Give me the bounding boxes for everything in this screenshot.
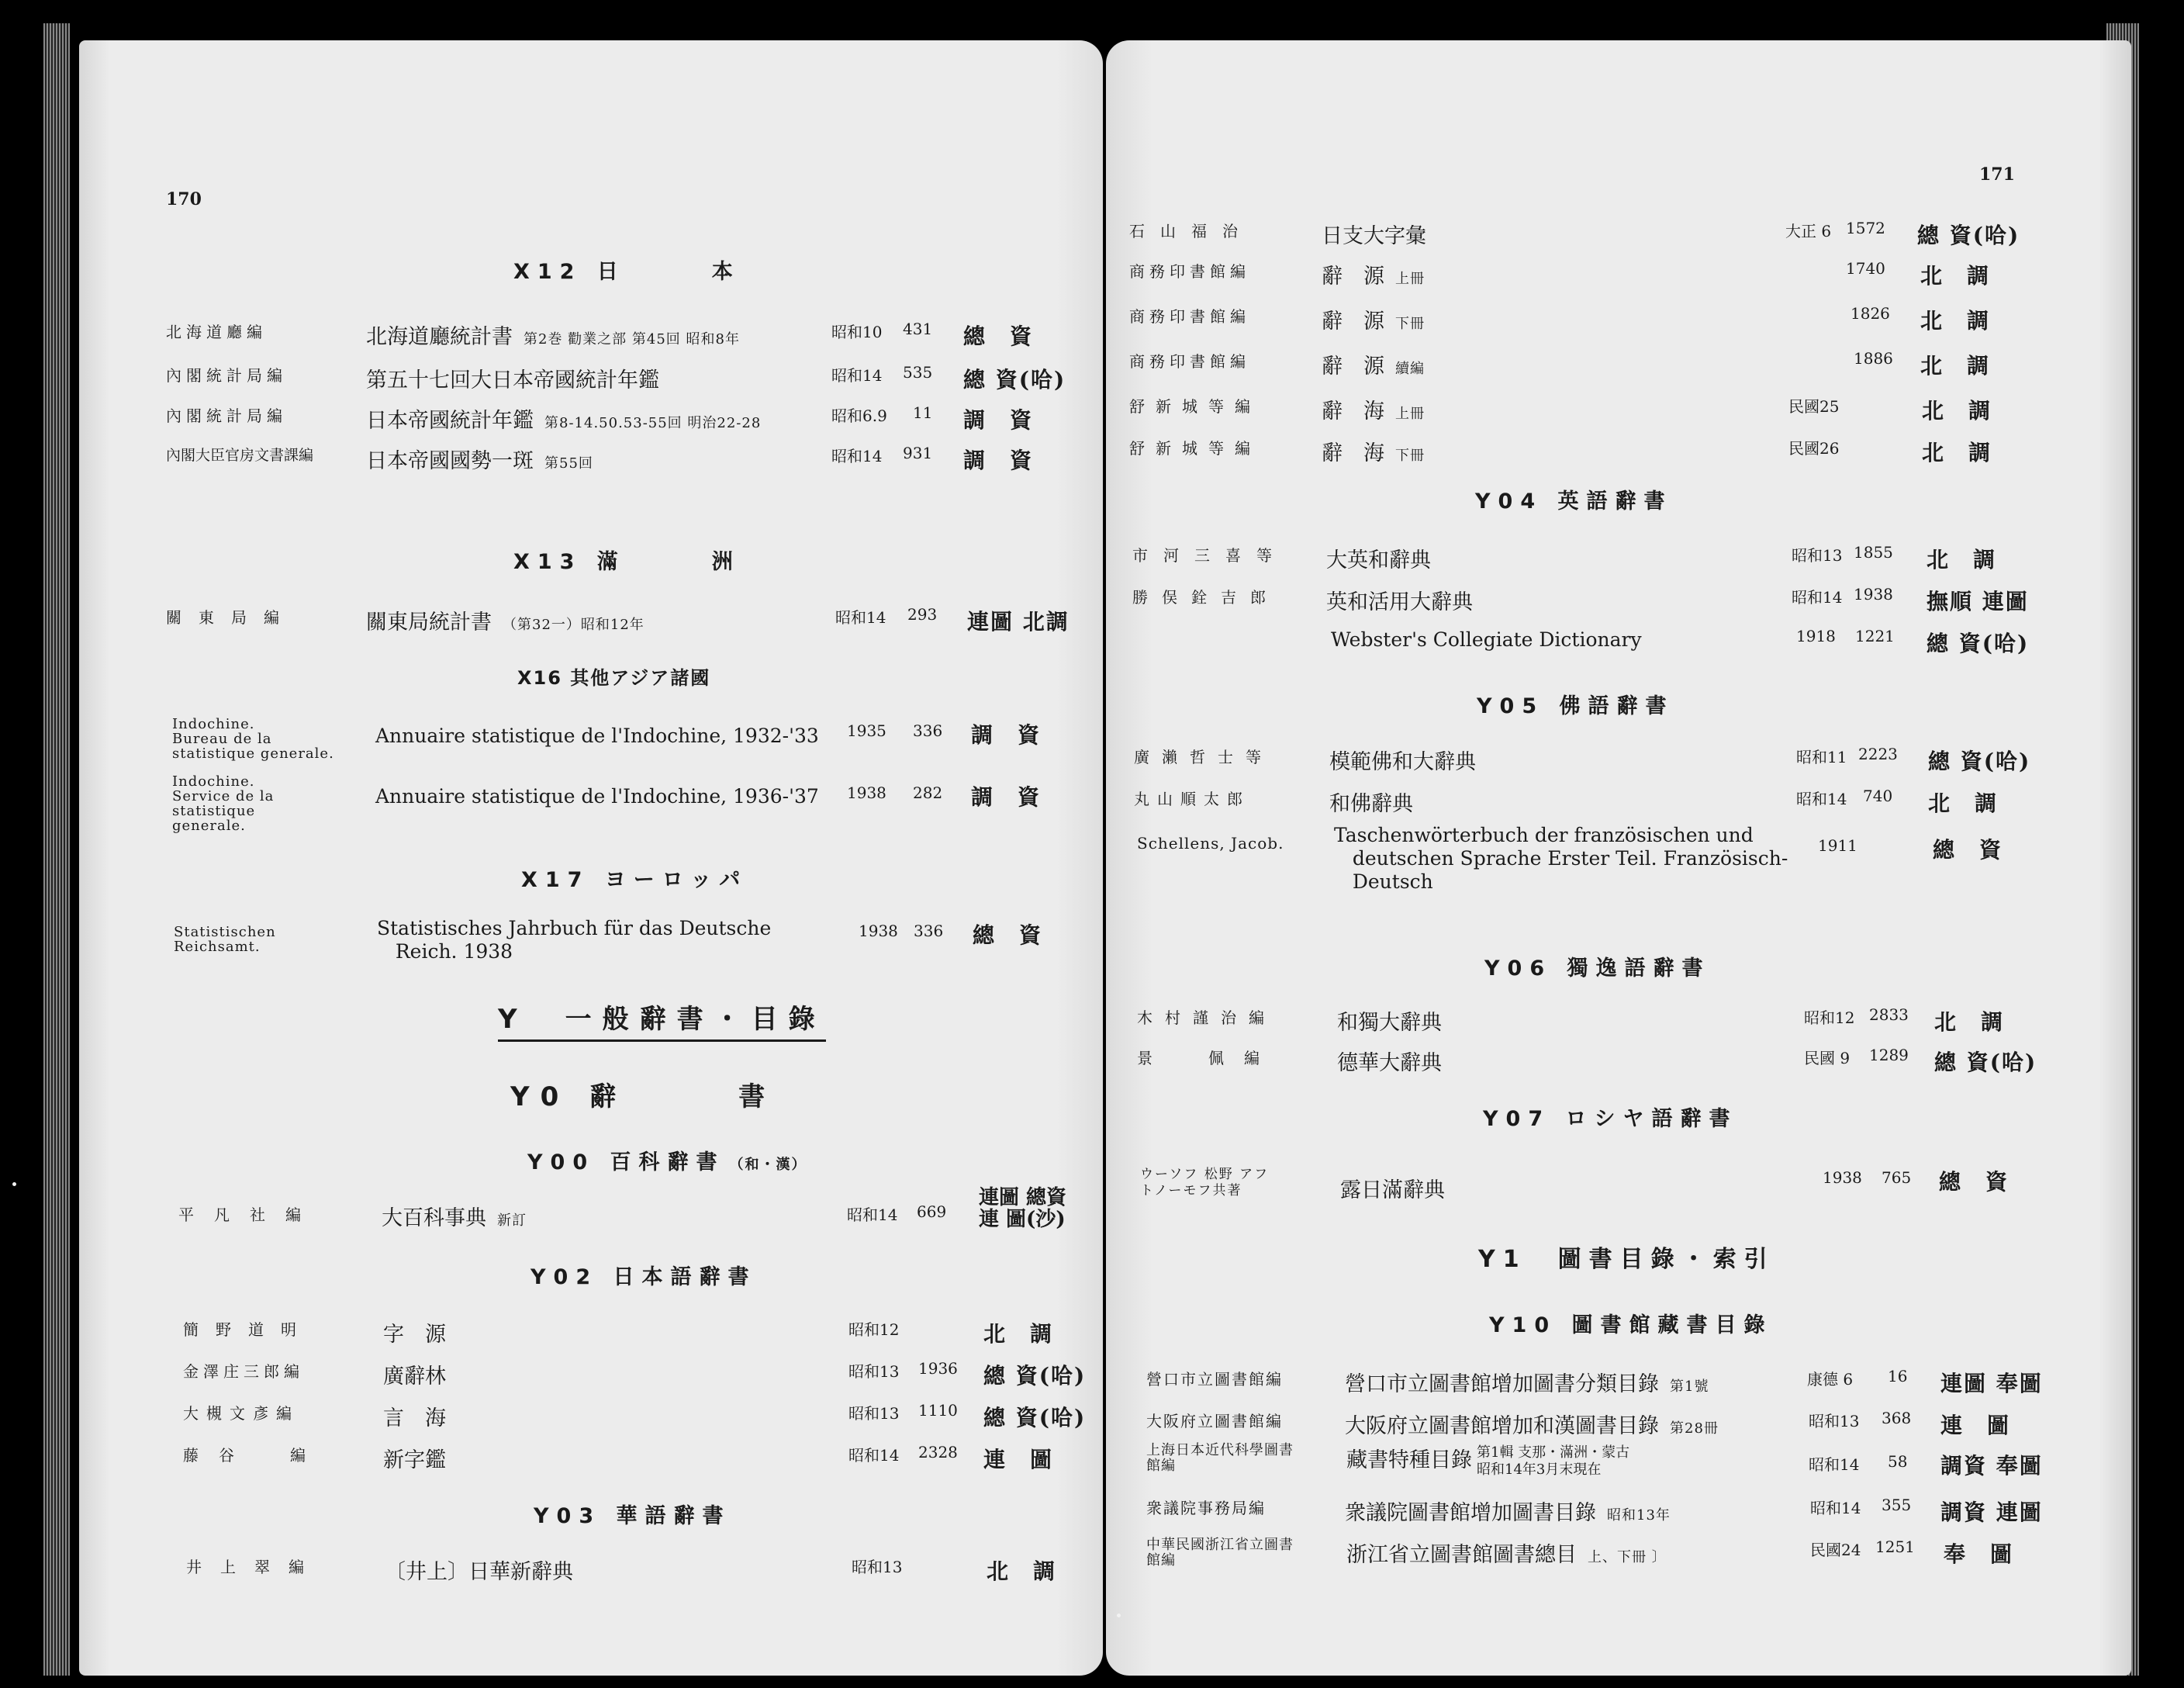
author: 藤谷 編 [183, 1446, 326, 1465]
year: 昭和14 [1809, 1455, 1860, 1474]
title: Statistisches Jahrbuch für das Deutsche Reich. 1938 [377, 917, 772, 963]
pages: 1826 [1851, 304, 1890, 323]
table-row [1106, 1367, 2131, 1398]
table-row [79, 444, 1103, 475]
author: 內閣統計局編 [166, 406, 287, 425]
table-row [1106, 1538, 2131, 1584]
right-page [1106, 40, 2131, 1676]
title: 日本帝國統計年鑑 第8-14.50.53-55回 明治22-28 [366, 409, 762, 433]
table-row [1106, 585, 2131, 616]
pages: 1936 [918, 1359, 958, 1378]
pages: 431 [903, 320, 933, 338]
page-number: 171 [1979, 164, 2015, 185]
table-row [79, 403, 1103, 434]
title-note: 第1輯 支那・滿洲・蒙古 昭和14年3月末現在 [1477, 1444, 1630, 1478]
table-row [1106, 627, 2131, 658]
table-row [79, 363, 1103, 394]
library-code: 北 調 [1934, 1009, 2005, 1035]
pages: 336 [914, 922, 944, 940]
table-row [79, 320, 1103, 351]
library-code: 調資 奉圖 [1940, 1453, 2043, 1479]
library-code: 總 資(哈) [983, 1405, 1087, 1430]
title: 大阪府立圖書館增加和漢圖書目錄 第28冊 [1345, 1414, 1719, 1438]
title: 第五十七回大日本帝國統計年鑑 [366, 368, 659, 393]
library-code: 連 圖 [1940, 1413, 2011, 1438]
library-code: 總 資(哈) [1934, 1050, 2037, 1075]
library-code: 北 調 [983, 1321, 1054, 1347]
table-row [79, 1359, 1103, 1390]
author: 景 佩編 [1137, 1049, 1280, 1067]
library-code: 北 調 [1920, 308, 1991, 334]
section-heading: X17 ヨーロッパ [521, 868, 748, 892]
author: 中華民國浙江省立圖書 館編 [1146, 1537, 1294, 1569]
author: 內閣統計局編 [166, 366, 287, 385]
pages: 282 [913, 783, 943, 802]
author: 大槻文彥編 [183, 1404, 299, 1423]
title: 德華大辭典 [1337, 1051, 1442, 1075]
table-row [79, 717, 1103, 779]
section-heading: X16 其他アジア諸國 [517, 667, 711, 689]
library-code: 調 資 [971, 784, 1042, 810]
author: 商務印書館編 [1129, 352, 1250, 371]
section-heading: X13 滿 洲 [513, 550, 741, 574]
author: 井上翠編 [186, 1558, 323, 1576]
table-row [1106, 1005, 2131, 1036]
library-code: 總 資 [963, 323, 1034, 349]
author: 木村謹治編 [1137, 1008, 1277, 1027]
book-edge-left [43, 23, 70, 1676]
pages: 931 [903, 444, 933, 462]
year: 昭和13 [1809, 1412, 1860, 1430]
author: 商務印書館編 [1129, 307, 1250, 326]
author: 廣瀨哲士等 [1134, 748, 1273, 766]
pages: 1855 [1854, 543, 1893, 562]
section-heading: Y06 獨逸語辭書 [1484, 956, 1711, 981]
table-row [79, 917, 1103, 967]
title: 辭 海 上冊 [1322, 400, 1425, 424]
pages: 765 [1882, 1168, 1912, 1187]
author: 上海日本近代科學圖書 館編 [1146, 1442, 1294, 1474]
title: 辭 源 下冊 [1322, 310, 1425, 334]
title: 辭 海 下冊 [1322, 441, 1425, 465]
section-heading: Y10 圖書館藏書目錄 [1489, 1313, 1773, 1337]
pages: 355 [1882, 1496, 1912, 1514]
author: 舒新城等編 [1129, 439, 1261, 458]
library-code: 北 調 [1920, 263, 1991, 289]
title: 英和活用大辭典 [1326, 590, 1473, 614]
author: 簡野道明 [183, 1320, 313, 1339]
year: 昭和14 [831, 366, 883, 385]
title: 日支大字彙 [1322, 224, 1426, 248]
library-code: 調資 連圖 [1940, 1499, 2043, 1525]
library-code: 北 調 [1928, 790, 1999, 816]
title: Taschenwörterbuch der französischen und deutschen Sprache Erster Teil. Französisch- Deutsch [1334, 824, 1788, 893]
year: 民國25 [1788, 397, 1840, 416]
library-code: 調 資 [963, 448, 1034, 473]
scan-speck [1117, 1614, 1121, 1617]
library-code: 北 調 [1922, 440, 1992, 465]
title: 〔井上〕日華新辭典 [385, 1560, 573, 1584]
pages: 2328 [918, 1443, 958, 1461]
year: 昭和14 [848, 1446, 900, 1465]
pages: 1221 [1855, 627, 1895, 645]
library-code: 北 調 [1922, 398, 1992, 424]
pages: 535 [903, 363, 933, 382]
section-heading: Y04 英語辭書 [1475, 489, 1673, 514]
table-row [1106, 824, 2131, 901]
author: 北海道廳編 [166, 323, 267, 341]
library-code: 北 調 [1920, 353, 1991, 379]
title: 和獨大辭典 [1337, 1011, 1442, 1035]
library-code: 連 圖 [983, 1447, 1054, 1472]
author: 關東局編 [166, 608, 296, 627]
author: 金澤庄三郎編 [183, 1362, 304, 1381]
table-row [1106, 543, 2131, 574]
table-row [1106, 1443, 2131, 1489]
year: 1935 [847, 721, 886, 740]
title: 營口市立圖書館增加圖書分類目錄 第1號 [1345, 1372, 1709, 1396]
author: Statistischen Reichsamt. [174, 924, 276, 955]
table-row [79, 1187, 1103, 1237]
pages: 740 [1863, 787, 1893, 805]
library-code: 總 資 [1933, 837, 2003, 863]
pages: 336 [913, 721, 943, 740]
year: 昭和14 [1792, 588, 1843, 607]
section-heading: Y02 日本語辭書 [530, 1265, 757, 1289]
section-heading: Y07 ロシヤ語辭書 [1483, 1107, 1738, 1131]
pages: 1938 [1854, 585, 1893, 604]
table-row [79, 1443, 1103, 1474]
section-heading: Y00 百科辭書 （和・漢） [527, 1150, 807, 1174]
title: 大百科事典 新訂 [382, 1206, 527, 1230]
left-page [79, 40, 1103, 1676]
author: Indochine. Bureau de la statistique generale. [172, 716, 334, 762]
pages: 1110 [918, 1401, 958, 1420]
author: 石山福治 [1129, 222, 1253, 240]
pages: 1572 [1846, 219, 1885, 237]
title: Annuaire statistique de l'Indochine, 1932-'33 [375, 725, 819, 747]
author: 商務印書館編 [1129, 262, 1250, 281]
pages: 11 [913, 403, 933, 422]
title: 日本帝國國勢一斑 第55回 [366, 449, 593, 473]
section-heading: Y05 佛語辭書 [1477, 694, 1674, 718]
title: 辭 源 上冊 [1322, 265, 1425, 289]
table-row [79, 774, 1103, 836]
library-code: 總 資(哈) [1927, 631, 2030, 656]
table-row [1106, 394, 2131, 425]
author: 舒新城等編 [1129, 397, 1261, 416]
scan-speck [12, 1182, 16, 1186]
pages: 293 [907, 605, 938, 624]
library-code: 總 資 [973, 922, 1043, 948]
author: ウーソフ 松野 アフ トノーモフ共著 [1140, 1167, 1270, 1199]
library-code: 總 資(哈) [983, 1363, 1087, 1389]
library-code: 連圖 奉圖 [1940, 1371, 2043, 1396]
title: Annuaire statistique de l'Indochine, 1936-'37 [375, 785, 819, 808]
table-row [1106, 1496, 2131, 1527]
title: 廣辭林 [383, 1365, 446, 1389]
year: 昭和13 [1792, 546, 1843, 565]
library-code: 北 調 [1927, 547, 1997, 572]
page-number: 170 [166, 189, 202, 209]
table-row [1106, 787, 2131, 818]
year: 民國24 [1810, 1541, 1861, 1559]
author: 大阪府立圖書館編 [1146, 1412, 1283, 1430]
title: 和佛辭典 [1329, 792, 1413, 816]
section-heading: X12 日 本 [513, 260, 741, 284]
year: 昭和14 [831, 447, 883, 465]
library-code: 調 資 [963, 407, 1034, 433]
title: 衆議院圖書館增加圖書目錄 昭和13年 [1345, 1501, 1671, 1525]
year: 1938 [847, 783, 886, 802]
library-code: 奉 圖 [1944, 1541, 2014, 1567]
year: 民國26 [1788, 439, 1840, 458]
pages: 58 [1888, 1452, 1908, 1471]
year: 昭和13 [848, 1362, 900, 1381]
major-heading: Y1 圖書目錄・索引 [1478, 1246, 1775, 1273]
author: 營口市立圖書館編 [1146, 1370, 1283, 1389]
library-code: 總 資 [1939, 1169, 2009, 1195]
table-row [1106, 745, 2131, 776]
author: Indochine. Service de la statistique generale. [172, 773, 275, 834]
year: 昭和12 [1804, 1008, 1855, 1027]
author: 內閣大臣官房文書課編 [166, 447, 314, 464]
title: 藏書特種目錄 [1346, 1448, 1472, 1472]
table-row [1106, 304, 2131, 335]
year: 昭和13 [848, 1404, 900, 1423]
year: 昭和13 [852, 1558, 903, 1576]
pages: 2833 [1869, 1005, 1909, 1024]
title: 字 源 [383, 1323, 446, 1347]
major-heading: Y 一般辭書・目錄 [498, 998, 826, 1036]
year: 1918 [1796, 627, 1836, 645]
table-row [79, 605, 1103, 636]
year: 昭和14 [835, 608, 886, 627]
author: 衆議院事務局編 [1146, 1499, 1266, 1517]
year: 昭和14 [1796, 790, 1847, 808]
section-heading: Y03 華語辭書 [534, 1504, 731, 1528]
title: 大英和辭典 [1326, 548, 1431, 572]
table-row [79, 1401, 1103, 1432]
library-code: 北 調 [987, 1558, 1057, 1584]
year: 1938 [1823, 1168, 1862, 1187]
title: Webster's Collegiate Dictionary [1331, 628, 1642, 651]
pages: 2223 [1858, 745, 1898, 763]
pages: 1289 [1869, 1046, 1909, 1064]
table-row [1106, 436, 2131, 467]
title: 關東局統計書 （第32一）昭和12年 [366, 611, 644, 635]
title: 浙江省立圖書館圖書總目 上、下冊 〕 [1346, 1543, 1667, 1567]
library-code: 調 資 [971, 722, 1042, 748]
year: 1938 [859, 922, 898, 940]
year: 1911 [1818, 836, 1857, 855]
table-row [1106, 1167, 2131, 1213]
pages: 368 [1882, 1409, 1912, 1427]
table-row [1106, 1046, 2131, 1077]
author: Schellens, Jacob. [1137, 834, 1284, 853]
table-row [79, 1317, 1103, 1348]
pages: 1740 [1846, 259, 1885, 278]
table-row [79, 1555, 1103, 1586]
library-code: 總 資(哈) [1917, 223, 2020, 248]
title: 模範佛和大辭典 [1329, 750, 1476, 774]
pages: 1886 [1854, 349, 1893, 368]
section-heading: Y0 辭 書 [510, 1081, 776, 1112]
year: 康德 6 [1807, 1370, 1854, 1389]
table-row [1106, 1409, 2131, 1440]
table-row [1106, 259, 2131, 290]
author: 市河三喜等 [1132, 546, 1287, 565]
library-code: 撫順 連圖 [1927, 589, 2029, 614]
year: 昭和14 [847, 1205, 898, 1224]
library-code: 總 資(哈) [1928, 749, 2031, 774]
year: 昭和11 [1796, 748, 1847, 766]
pages: 669 [917, 1202, 947, 1221]
year: 大正 6 [1785, 222, 1832, 240]
title: 新字鑑 [383, 1448, 446, 1472]
title: 露日滿辭典 [1340, 1178, 1445, 1202]
year: 昭和14 [1810, 1499, 1861, 1517]
year: 昭和10 [831, 323, 883, 341]
title: 言 海 [383, 1406, 446, 1430]
year: 民國 9 [1804, 1049, 1851, 1067]
title: 北海道廳統計書 第2巻 勸業之部 第45回 昭和8年 [366, 325, 740, 349]
author: 勝俣銓吉郎 [1132, 588, 1280, 607]
year: 昭和12 [848, 1320, 900, 1339]
title: 辭 源 續編 [1322, 355, 1425, 379]
library-code: 連圖 北調 [967, 609, 1070, 635]
author: 平凡社編 [178, 1205, 321, 1224]
pages: 16 [1888, 1367, 1908, 1385]
pages: 1251 [1875, 1538, 1915, 1556]
library-code: 連圖 總資 連 圖(沙) [979, 1186, 1067, 1231]
table-row [1106, 349, 2131, 380]
library-code: 總 資(哈) [963, 367, 1066, 393]
author: 丸山順太郎 [1134, 790, 1250, 808]
year: 昭和6.9 [831, 406, 887, 425]
table-row [1106, 219, 2131, 250]
